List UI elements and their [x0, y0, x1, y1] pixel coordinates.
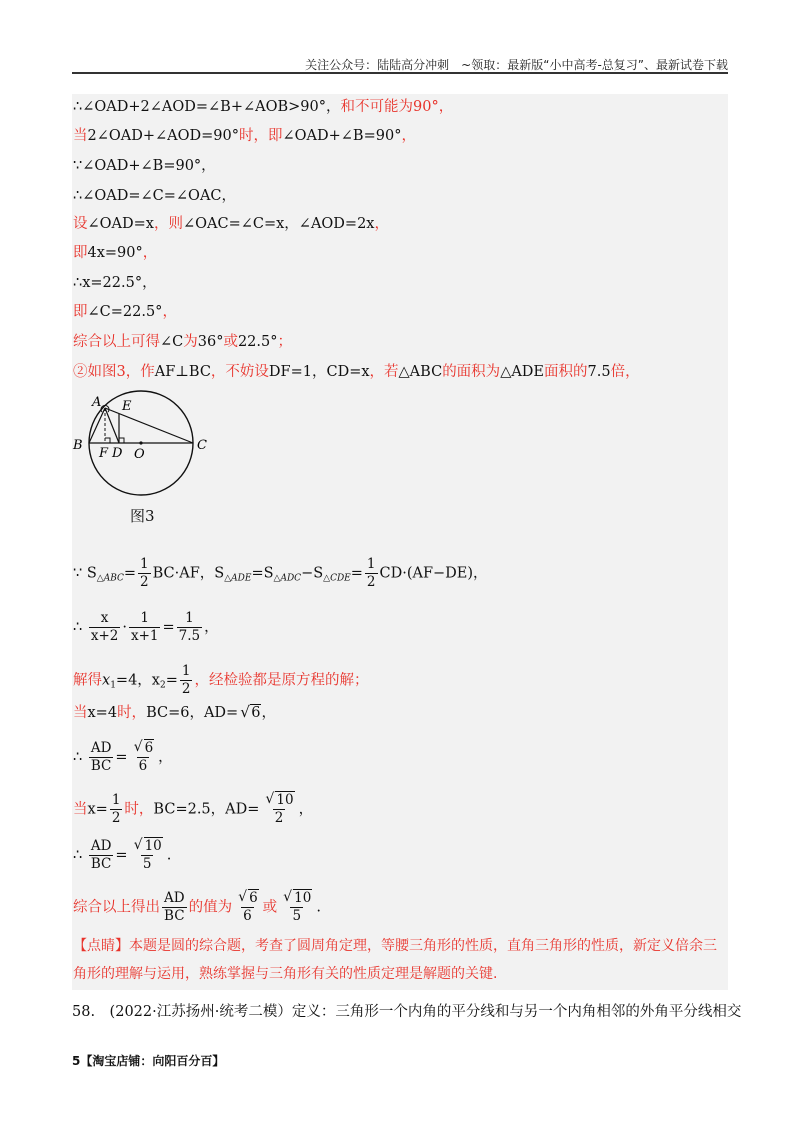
r2-den: BC	[90, 856, 112, 872]
area-equation	[73, 556, 488, 591]
eq1-equals: =	[123, 565, 137, 582]
line10-text-b: ，不妨设	[210, 364, 269, 380]
eq1-sub-adc: △ADC	[273, 573, 302, 584]
line10-math-d: △ADE	[500, 364, 545, 380]
solution-line-1	[73, 97, 453, 117]
line10-text-e: 面积的	[544, 364, 588, 380]
sqrt-6-radicand: 6	[251, 705, 261, 721]
solution-roots	[73, 663, 368, 698]
label-o: O	[134, 447, 145, 462]
eq2-f2-den: x+1	[130, 628, 159, 644]
question-58: 58. (2022·江苏扬州·统考二模）定义：三角形一个内角的平分线和与另一个内角相邻的外角平分线相交	[72, 1004, 742, 1020]
sqrt-10	[265, 792, 294, 809]
line3-math: ∵∠OAD+∠B=90°，	[73, 158, 216, 174]
line8-text-b: ，	[162, 304, 177, 320]
summary-line	[73, 890, 321, 925]
eq1-minus: −S	[301, 565, 324, 582]
sol-equals: =	[165, 672, 178, 689]
solution-line-8	[73, 302, 177, 322]
r2-val-den: 5	[142, 856, 152, 872]
line10-math-c: △ABC	[398, 364, 443, 380]
line6-math: 4x=90°	[87, 245, 143, 261]
line10-text-f: 倍，	[610, 364, 640, 380]
line2-text-b: 时，即	[239, 128, 283, 144]
eq2-dot: ·	[122, 619, 127, 636]
r2-equals: =	[115, 847, 128, 864]
line10-math-b: DF=1，CD=x	[268, 364, 370, 380]
sqrt-6-c	[238, 890, 259, 907]
line8-text-a: 即	[73, 304, 88, 320]
key-point-note: 【点睛】本题是圆的综合题，考查了圆周角定理，等腰三角形的性质，直角三角形的性质，新定义倍余三角形的理解与运用，熟练掌握与三角形有关的性质定理是解题的关键.	[73, 938, 717, 982]
solution-line-4	[73, 186, 236, 206]
label-f: F	[99, 446, 109, 461]
line2-math-a: 2∠OAD+∠AOD=90°	[87, 128, 239, 144]
half-den: 2	[140, 574, 149, 590]
fraction-sqrt10-over-5	[130, 838, 165, 873]
fraction-1-over-7-5	[177, 610, 202, 645]
line7-math: ∴x=22.5°，	[73, 275, 157, 291]
eq2-therefore: ∴	[73, 619, 83, 636]
line10-math-e: 7.5	[587, 364, 611, 380]
line9-text-b: 为	[183, 334, 198, 350]
page-header: 关注公众号：陆陆高分冲刺 ~领取：最新版“小中高考-总复习”、最新试卷下载	[305, 58, 728, 72]
line9-text-c: 或	[223, 334, 238, 350]
sol-x2-sub: 2	[159, 680, 166, 691]
line9-text-d: ；	[277, 334, 292, 350]
r2-val-num: 10	[144, 838, 162, 854]
line6-text-b: ，	[142, 245, 158, 261]
case2-text-a: 当	[73, 801, 88, 818]
label-d: D	[112, 446, 123, 461]
c2-half-den: 2	[111, 810, 121, 826]
r1-den: BC	[90, 758, 112, 774]
ratio-result-1	[73, 740, 173, 775]
header-divider	[72, 72, 728, 74]
line10-text-a: ②如图3，作	[73, 364, 155, 380]
case2-math-a: x=	[87, 801, 108, 818]
ratio-equation	[73, 610, 219, 645]
line9-math-b: 36°	[197, 334, 224, 350]
line10-text-c: ，若	[369, 364, 399, 380]
sum-v2-den: 5	[292, 908, 302, 924]
eq2-f1-den: x+2	[90, 628, 119, 644]
case1-end: ，	[261, 705, 276, 721]
line4-math: ∴∠OAD=∠C=∠OAC，	[73, 188, 237, 204]
case1-math-b: BC=6，AD=	[146, 705, 239, 721]
sol-text-a: 解得	[73, 672, 102, 689]
eq2-f3-den: 7.5	[178, 628, 201, 644]
right-angle-d	[119, 438, 124, 443]
line5-math-b: ∠OAC=∠C=x，∠AOD=2x	[182, 216, 375, 232]
sum-text-c: 或	[262, 899, 278, 916]
eq2-end: ，	[204, 619, 219, 636]
c2-half-num: 1	[111, 792, 121, 808]
x2-den: 2	[181, 681, 191, 697]
eq1-mid: BC·AF，S	[152, 565, 225, 582]
fraction-half	[138, 556, 151, 591]
line8-math: ∠C=22.5°	[87, 304, 163, 320]
sqrt-10-c	[283, 890, 312, 907]
sol-x1-sub: 1	[110, 680, 116, 691]
line1-text: 和不可能为90°，	[340, 99, 454, 115]
eq1-sub-ade: △ADE	[224, 573, 252, 584]
case2-end: ，	[298, 801, 314, 818]
x2-num: 1	[181, 663, 191, 679]
label-c: C	[197, 438, 207, 453]
half-den-2: 2	[366, 574, 376, 590]
eq1-tail: CD·(AF−DE)，	[379, 565, 488, 582]
sum-den: BC	[164, 908, 185, 924]
figure-caption: 图3	[130, 507, 155, 525]
sqrt-6-b	[134, 740, 155, 757]
fraction-sqrt6-over-6	[130, 740, 157, 775]
fraction-sqrt10-over-2	[261, 792, 296, 827]
sum-v1-num: 6	[249, 890, 258, 906]
solution-line-2	[73, 126, 416, 146]
r2-end: .	[166, 847, 172, 864]
case1-text-b: 时，	[117, 705, 147, 721]
r2-num: AD	[90, 838, 112, 854]
eq1-sub-cde: △CDE	[323, 573, 351, 584]
fraction-ad-bc-3	[162, 890, 187, 925]
line6-text-a: 即	[73, 245, 88, 261]
case2-math-b: BC=2.5，AD=	[153, 801, 260, 818]
case1-math-a: x=4	[87, 705, 118, 721]
right-angle-f	[105, 438, 110, 443]
sol-text-b: ，经检验都是原方程的解；	[194, 672, 369, 689]
r2-therefore: ∴	[73, 847, 83, 864]
fraction-x-over-x2	[89, 610, 121, 645]
sol-x1: x	[102, 672, 111, 689]
sum-v2-num: 10	[294, 890, 312, 906]
case1-text-a: 当	[73, 705, 88, 721]
line2-text-c: ，	[401, 128, 416, 144]
r1-therefore: ∴	[73, 749, 83, 766]
case2-text-b: 时，	[124, 801, 154, 818]
eq2-equals: =	[162, 619, 175, 636]
sqrt-6	[240, 703, 261, 723]
fraction-sqrt10-over-5-b	[279, 890, 314, 925]
sum-text-a: 综合以上得出	[73, 899, 160, 916]
sum-num: AD	[164, 890, 185, 906]
line1-math: ∴∠OAD+2∠AOD=∠B+∠AOB>90°，	[73, 99, 341, 115]
eq1-sub-abc: △ABC	[96, 573, 124, 584]
line5-text-a: 设	[73, 216, 88, 232]
eq1-equals-2: =S	[251, 565, 274, 582]
solution-line-6	[73, 243, 157, 263]
r1-val-den: 6	[138, 758, 148, 774]
eq2-f3-num: 1	[185, 610, 194, 626]
ratio-result-2	[73, 838, 171, 873]
solution-line-5	[73, 214, 389, 234]
eq2-f2-num: 1	[140, 610, 150, 626]
half-num-2: 1	[366, 556, 376, 572]
fraction-sqrt6-over-6-b	[234, 890, 261, 925]
line9-math-a: ∠C	[160, 334, 184, 350]
fraction-x2-half	[180, 663, 193, 698]
sum-v1-den: 6	[243, 908, 252, 924]
case-x-equals-half	[73, 792, 313, 827]
eq1-equals-3: =	[350, 565, 363, 582]
line10-text-d: 的面积为	[442, 364, 501, 380]
page-footer: 5【淘宝店铺：向阳百分百】	[72, 1054, 225, 1068]
sum-text-b: 的值为	[188, 899, 233, 916]
r1-equals: =	[115, 749, 128, 766]
label-e: E	[122, 399, 132, 414]
c2-val-den: 2	[274, 810, 284, 826]
label-b: B	[73, 438, 83, 453]
sqrt-10-b	[134, 838, 163, 855]
fraction-ad-bc	[89, 740, 114, 775]
r1-num: AD	[90, 740, 112, 756]
line2-math-b: ∠OAD+∠B=90°	[282, 128, 402, 144]
sum-end: .	[316, 899, 321, 916]
solution-line-7	[73, 273, 157, 293]
sol-x2: =4，x	[115, 672, 160, 689]
line9-text-a: 综合以上可得	[73, 334, 160, 350]
segment-ac	[105, 408, 193, 443]
r1-val-num: 6	[144, 740, 154, 756]
fraction-1-over-x1	[129, 610, 161, 645]
eq2-f1-num: x	[100, 610, 109, 626]
case-x-equals-4	[73, 703, 276, 723]
line10-math-a: AF⊥BC	[154, 364, 211, 380]
line2-text-a: 当	[73, 128, 88, 144]
line5-math-a: ∠OAD=x	[87, 216, 154, 232]
line5-text-c: ，	[374, 216, 389, 232]
eq1-therefore: ∵ S	[73, 565, 97, 582]
fraction-half-2	[365, 556, 378, 591]
solution-line-9	[73, 332, 292, 352]
solution-line-3	[73, 156, 216, 176]
label-a: A	[92, 395, 102, 410]
r1-end: ，	[158, 749, 173, 766]
c2-val-num: 10	[276, 792, 294, 808]
center-point-o	[139, 441, 142, 444]
line5-text-b: ，则	[153, 216, 183, 232]
fraction-x-half	[110, 792, 123, 827]
line9-math-c: 22.5°	[237, 334, 278, 350]
half-num: 1	[140, 556, 149, 572]
fraction-ad-bc-2	[89, 838, 114, 873]
solution-line-10	[73, 362, 640, 382]
